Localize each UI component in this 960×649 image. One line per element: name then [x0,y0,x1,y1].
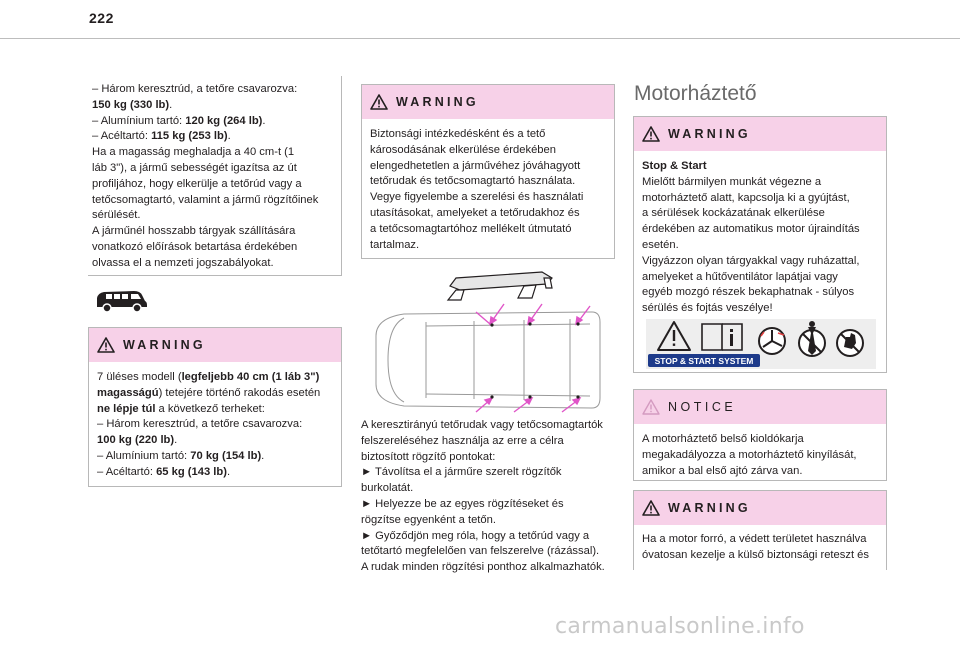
no-tie-icon [799,321,825,356]
warning-body [634,525,886,572]
col1-warning-box [88,327,342,487]
caution-triangle-icon [658,322,690,350]
notice-label: NOTICE [668,400,737,414]
col2-body-text [361,418,615,576]
line: megakadályozza a motorháztető kinyílását, [642,448,857,461]
line: 100 kg (220 lb). [97,434,178,447]
warning-label: WARNING [123,338,206,352]
line: Vigyázzon olyan tárgyakkal vagy ruházattal, [642,254,860,267]
warning-header [89,328,341,362]
line: amelyeket a hűtőventilátor lapátjai vagy [642,270,838,283]
line: – Három keresztrúd, a tetőre csavarozva: [92,83,298,95]
line: sérülés és fojtás veszélye! [642,302,773,315]
line: A keresztirányú tetőrudak vagy tetőcsomagtartók [361,419,603,431]
line: Ha a motor forró, a védett területet használva [642,533,867,545]
line: utasításokat, amelyeket a tetőrudakhoz és [370,206,580,219]
line: magasságú) tetejére történő rakodás esetén [97,386,321,399]
line: 7 üléses modell (legfeljebb 40 cm (1 láb 3") [97,371,320,383]
line: tetőrudak és tetőcsomagtartó használata. [370,175,576,188]
line: vonatkozó előírások betartása érdekében [92,240,298,253]
line: egyéb mozgó részek bekaphatnak - súlyos [642,286,855,299]
section-title: Motorháztető [634,82,757,105]
line: A motorháztető belső kioldókarja [642,433,804,445]
line: ► Győződjön meg róla, hogy a tetőrúd vagy a [361,529,590,542]
line: – Három keresztrúd, a tetőre csavarozva: [97,418,303,431]
line: láb 3"), a jármű sebességét igazítsa az út [92,161,297,174]
page-number: 222 [89,10,114,26]
line: burkolatát. [361,482,414,495]
roof-bar-icon [448,272,552,300]
line: sérülését. [92,209,141,222]
line: érdekében az automatikus motor újraindítás [642,223,860,236]
line: Mielőtt bármilyen munkát végezne a [642,175,822,188]
van-top-view-icon [376,312,600,408]
line: – Acéltartó: 115 kg (253 lb). [92,130,231,143]
line: károsodásának elkerülése érdekében [370,143,556,156]
stop-start-pictograms [646,319,876,369]
line: biztosított rögzítő pontokat: [361,450,496,463]
fan-hazard-icon [759,328,785,354]
line: felszereléséhez használja az erre a célra [361,434,564,447]
mounting-points [490,322,579,398]
col3-warning2-box [633,490,887,570]
line: ► Helyezze be az egyes rögzítéseket és [361,497,564,510]
warning-body [89,362,341,489]
no-hand-icon [837,330,863,356]
warning-triangle-icon [642,126,660,142]
warning-triangle-icon [370,94,388,110]
line: rögzítse egyenként a tetőn. [361,513,496,526]
warning-body [362,119,614,261]
warning-label: WARNING [668,501,751,515]
line: tartalmaz. [370,238,420,251]
col1-intro-text [88,76,341,272]
col1-intro-box [88,76,342,276]
line: ne lépje túl a következő terheket: [97,402,265,415]
line: A járműnél hosszabb tárgyak szállítására [92,225,296,238]
manual-book-icon [702,324,742,350]
col3-notice-box [633,389,887,481]
line: profiljához, hogy elkerülje a tetőrúd vagy a [92,177,302,190]
line: 150 kg (330 lb). [92,98,173,111]
van-icon [94,289,148,313]
line: esetén. [642,238,679,251]
line: – Alumínium tartó: 120 kg (264 lb). [92,114,266,127]
warning-triangle-icon [97,337,115,353]
col2-warning-box [361,84,615,259]
line: – Acéltartó: 65 kg (143 lb). [97,465,231,478]
line: motorháztető alatt, kapcsolja ki a gyújtást, [642,191,850,204]
line: A rudak minden rögzítési ponthoz alkalmazhatók. [361,561,605,574]
warning-label: WARNING [396,95,479,109]
stop-start-badge-label: STOP & START SYSTEM [654,356,754,366]
roof-bar-illustration [364,266,614,414]
line: tetőcsomagtartó, valamint a jármű rögzítőinek [92,193,319,206]
warning-heading: Stop & Start [642,160,707,172]
warning-label: WARNING [668,127,751,141]
notice-triangle-icon [642,399,660,415]
col3-warning-box [633,116,887,373]
line: – Alumínium tartó: 70 kg (154 lb). [97,449,265,462]
warning-header [634,491,886,525]
line: Vegye figyelembe a szerelési és használati [370,191,584,204]
top-rule [0,38,960,39]
line: a sérülések kockázatának elkerülése [642,207,825,220]
warning-body [634,151,886,325]
notice-body [634,424,886,487]
line: a tetőcsomagtartóhoz mellékelt útmutató [370,222,572,235]
watermark: carmanualsonline.info [555,614,805,639]
notice-header [634,390,886,424]
line: óvatosan kezelje a külső biztonsági reteszt és [642,548,869,561]
line: Biztonsági intézkedésként és a tető [370,128,546,140]
line: tetőtartó megfelelően van felszerelve (rázással). [361,545,600,558]
warning-header [634,117,886,151]
line: elengedhetetlen a járművéhez jóváhagyott [370,159,581,172]
warning-triangle-icon [642,500,660,516]
line: Ha a magasság meghaladja a 40 cm-t (1 [92,146,295,159]
warning-header [362,85,614,119]
line: olvassa el a nemzeti jogszabályokat. [92,256,274,269]
line: ► Távolítsa el a járműre szerelt rögzítők [361,466,562,479]
line: amikor a bal első ajtó zárva van. [642,464,803,477]
